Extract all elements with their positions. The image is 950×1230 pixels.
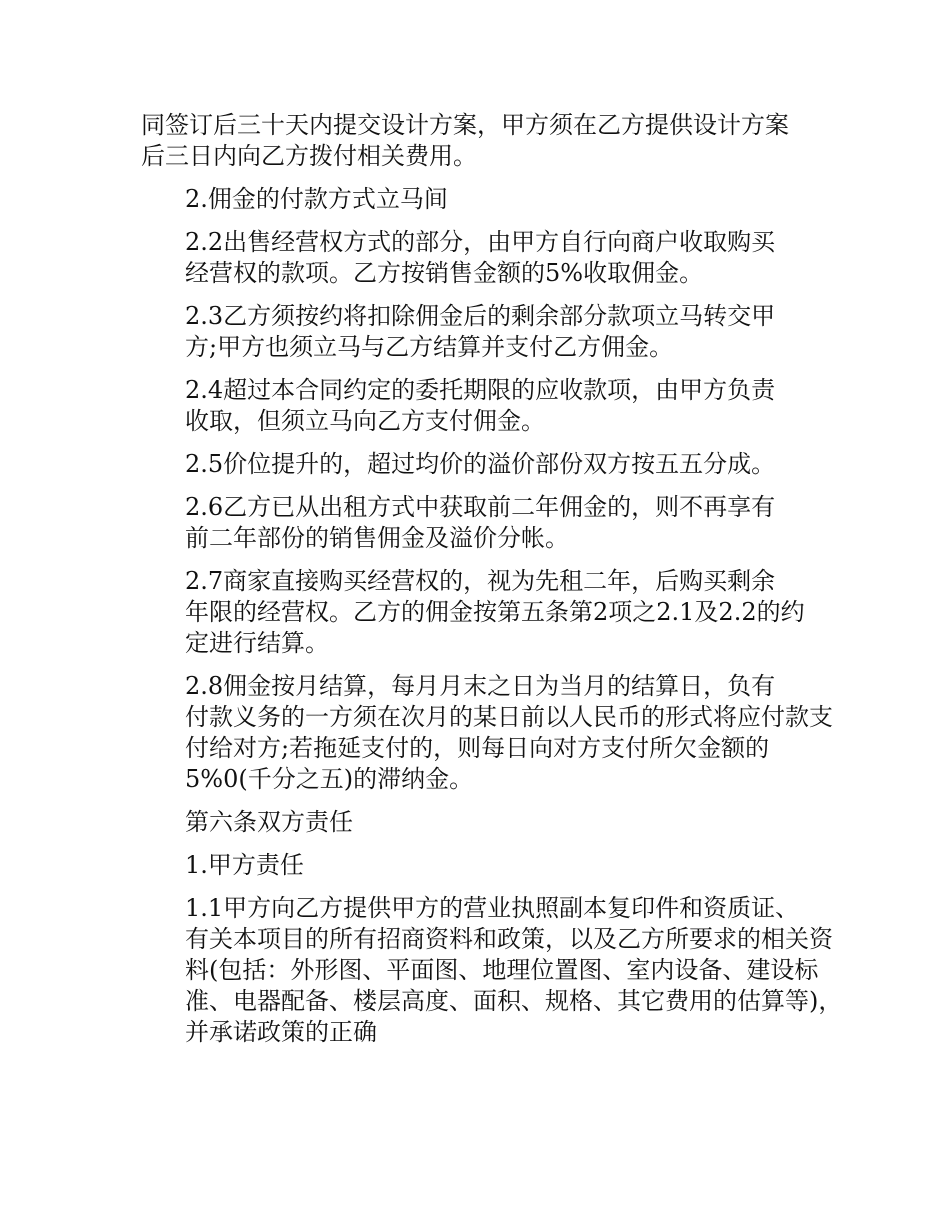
article-heading: 第六条双方责任 <box>185 808 353 836</box>
text-line: 2.2出售经营权方式的部分，由甲方自行向商户收取购买 <box>185 228 776 256</box>
paragraph <box>141 671 833 795</box>
text-line: 2.4超过本合同约定的委托期限的应收款项，由甲方负责 <box>185 376 776 404</box>
section-heading: 2.佣金的付款方式立马间 <box>185 185 448 213</box>
text-line: 定进行结算。 <box>185 629 329 657</box>
text-line: 准、电器配备、楼层高度、面积、规格、其它费用的估算等)， <box>185 987 843 1015</box>
text-line: 年限的经营权。乙方的佣金按第五条第2项之2.1及2.2的约 <box>185 598 805 626</box>
paragraph <box>141 375 821 437</box>
text-line: 1.1甲方向乙方提供甲方的营业执照副本复印件和资质证、 <box>185 894 800 922</box>
paragraph <box>141 893 843 1048</box>
paragraph <box>141 566 821 659</box>
text-line: 料(包括：外形图、平面图、地理位置图、室内设备、建设标 <box>185 956 819 984</box>
text-line: 方;甲方也须立马与乙方结算并支付乙方佣金。 <box>185 333 674 361</box>
text-line: 2.3乙方须按约将扣除佣金后的剩余部分款项立马转交甲 <box>185 302 776 330</box>
paragraph <box>141 227 821 289</box>
text-line: 5%0(千分之五)的滞纳金。 <box>185 765 474 793</box>
text-line: 同签订后三十天内提交设计方案，甲方须在乙方提供设计方案 <box>141 111 789 139</box>
paragraph <box>141 449 821 480</box>
text-line: 有关本项目的所有招商资料和政策，以及乙方所要求的相关资 <box>185 925 833 953</box>
section-heading: 1.甲方责任 <box>185 851 304 879</box>
text-line: 2.6乙方已从出租方式中获取前二年佣金的，则不再享有 <box>185 493 776 521</box>
text-line: 2.8佣金按月结算，每月月末之日为当月的结算日，负有 <box>185 672 776 700</box>
text-line: 2.5价位提升的，超过均价的溢价部份双方按五五分成。 <box>185 450 776 478</box>
paragraph <box>141 184 821 215</box>
text-line: 付款义务的一方须在次月的某日前以人民币的形式将应付款支 <box>185 703 833 731</box>
paragraph <box>141 301 821 363</box>
text-line: 付给对方;若拖延支付的，则每日向对方支付所欠金额的 <box>185 734 770 762</box>
text-line: 2.7商家直接购买经营权的，视为先租二年，后购买剩余 <box>185 567 776 595</box>
document-page <box>141 110 843 1060</box>
paragraph <box>141 110 821 172</box>
paragraph <box>141 850 821 881</box>
text-line: 后三日内向乙方拨付相关费用。 <box>141 142 477 170</box>
text-line: 收取，但须立马向乙方支付佣金。 <box>185 407 545 435</box>
paragraph <box>141 492 821 554</box>
text-line: 前二年部份的销售佣金及溢价分帐。 <box>185 524 569 552</box>
text-line: 并承诺政策的正确 <box>185 1018 377 1046</box>
text-line: 经营权的款项。乙方按销售金额的5%收取佣金。 <box>185 259 704 287</box>
paragraph <box>141 807 821 838</box>
